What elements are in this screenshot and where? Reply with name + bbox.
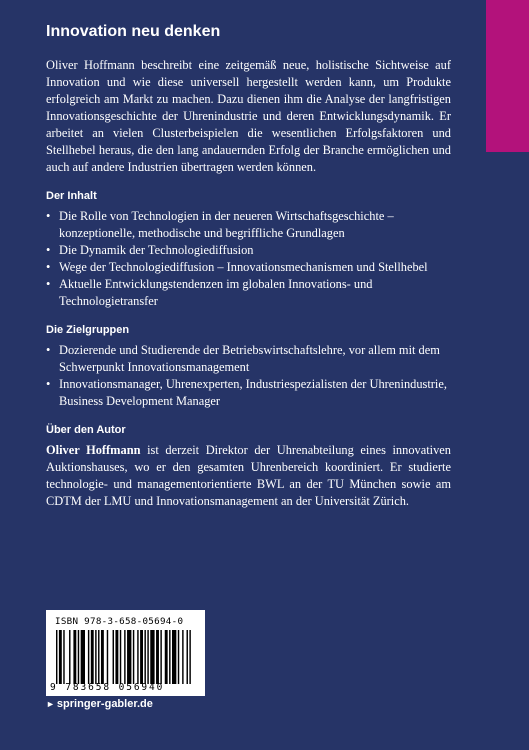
barcode-bar bbox=[140, 630, 143, 684]
inhalt-list bbox=[46, 208, 451, 310]
author-bio: ist derzeit Direktor der Uhrenabteilung eines innovativen Auktionshauses, wo er den gesamten Uhrenbereich koordiniert. Er studierte technologie- und managementorientierte BWL an der TU München sowie am CDTM der LMU und Innovationsmanagement an der Universität Zürich. bbox=[46, 443, 451, 508]
barcode-bar bbox=[73, 630, 76, 684]
barcode-bars bbox=[56, 630, 196, 684]
arrow-right-icon: ► bbox=[46, 699, 55, 709]
publisher-link[interactable] bbox=[46, 698, 153, 710]
bullet-icon: • bbox=[46, 377, 51, 391]
main-title: Innovation neu denken bbox=[46, 23, 221, 40]
barcode-bar bbox=[165, 630, 168, 684]
barcode-bar bbox=[56, 630, 57, 684]
barcode-bar bbox=[81, 630, 85, 684]
bullet-icon: • bbox=[46, 343, 51, 357]
list-item: • Wege der Technologiediffusion – Innovationsmechanismen und Stellhebel bbox=[46, 260, 428, 274]
barcode-bar bbox=[69, 630, 70, 684]
barcode-bar bbox=[127, 630, 131, 684]
barcode-bar bbox=[124, 630, 125, 684]
isbn-label: ISBN 978-3-658-05694-0 bbox=[55, 616, 184, 627]
publisher-url: springer-gabler.de bbox=[56, 698, 153, 710]
barcode-digits: 9 783658 056940 bbox=[50, 682, 165, 693]
barcode-bar bbox=[95, 630, 96, 684]
barcode-bar bbox=[107, 630, 108, 684]
barcode-bar bbox=[88, 630, 89, 684]
zielgruppen-heading: Die Zielgruppen bbox=[46, 324, 130, 336]
bullet-icon: • bbox=[46, 243, 51, 257]
barcode-bar bbox=[169, 630, 170, 684]
list-item: • Dozierende und Studierende der Betriebswirtschaftslehre, vor allem mit dem Schwerpunkt Innovationsmanagement bbox=[46, 343, 440, 374]
barcode-bar bbox=[144, 630, 145, 684]
barcode-bar bbox=[156, 630, 159, 684]
author-name: Oliver Hoffmann bbox=[46, 443, 141, 457]
list-item: • Die Dynamik der Technologiediffusion bbox=[46, 243, 254, 257]
barcode-bar bbox=[78, 630, 79, 684]
zielgruppen-list bbox=[46, 342, 451, 410]
barcode-bar bbox=[133, 630, 134, 684]
bullet-icon: • bbox=[46, 209, 51, 223]
barcode-bar bbox=[150, 630, 154, 684]
isbn-barcode bbox=[46, 610, 205, 696]
barcode-bar bbox=[113, 630, 114, 684]
list-item: • Innovationsmanager, Uhrenexperten, Industriespezialisten der Uhrenindustrie, Business Development Manager bbox=[46, 377, 447, 408]
autor-heading: Über den Autor bbox=[46, 424, 126, 436]
magenta-accent-bar bbox=[486, 0, 529, 152]
barcode-bar bbox=[91, 630, 94, 684]
barcode-bar bbox=[98, 630, 99, 684]
barcode-bar bbox=[137, 630, 138, 684]
inhalt-heading: Der Inhalt bbox=[46, 190, 97, 202]
barcode-bar bbox=[182, 630, 183, 684]
barcode-bar bbox=[147, 630, 148, 684]
barcode-bar bbox=[115, 630, 118, 684]
barcode-bar bbox=[63, 630, 64, 684]
list-item: • Aktuelle Entwicklungstendenzen im globalen Innovations- und Technologietransfer bbox=[46, 277, 373, 308]
bullet-icon: • bbox=[46, 277, 51, 291]
barcode-bar bbox=[187, 630, 188, 684]
back-cover-text bbox=[46, 22, 451, 510]
list-item: • Die Rolle von Technologien in der neueren Wirtschaftsgeschichte – konzeptionelle, methodische und begriffliche Grundlagen bbox=[46, 209, 394, 240]
barcode-bar bbox=[160, 630, 161, 684]
barcode-bar bbox=[178, 630, 179, 684]
barcode-bar bbox=[101, 630, 104, 684]
author-paragraph bbox=[46, 442, 451, 510]
barcode-bar bbox=[189, 630, 190, 684]
barcode-bar bbox=[172, 630, 176, 684]
intro-paragraph: Oliver Hoffmann beschreibt eine zeitgemäß neue, holistische Sichtweise auf Innovation und wie diese universell hergestellt werden kann, um Produkte erfolgreich am Markt zu machen. Dazu dienen ihm die Analyse der langfristigen Innovationsgeschichte der Uhrenindustrie und deren Entwicklungsdynamik. Er arbeitet an vielen Clusterbeispielen die wesentlichen Erfolgsfaktoren und Stellhebel heraus, die den lang andauernden Erfolg der Branche ermöglichen und auch auf andere Industrien übertragen werden können. bbox=[46, 58, 451, 174]
barcode-bar bbox=[120, 630, 121, 684]
barcode-bar bbox=[59, 630, 62, 684]
bullet-icon: • bbox=[46, 260, 51, 274]
